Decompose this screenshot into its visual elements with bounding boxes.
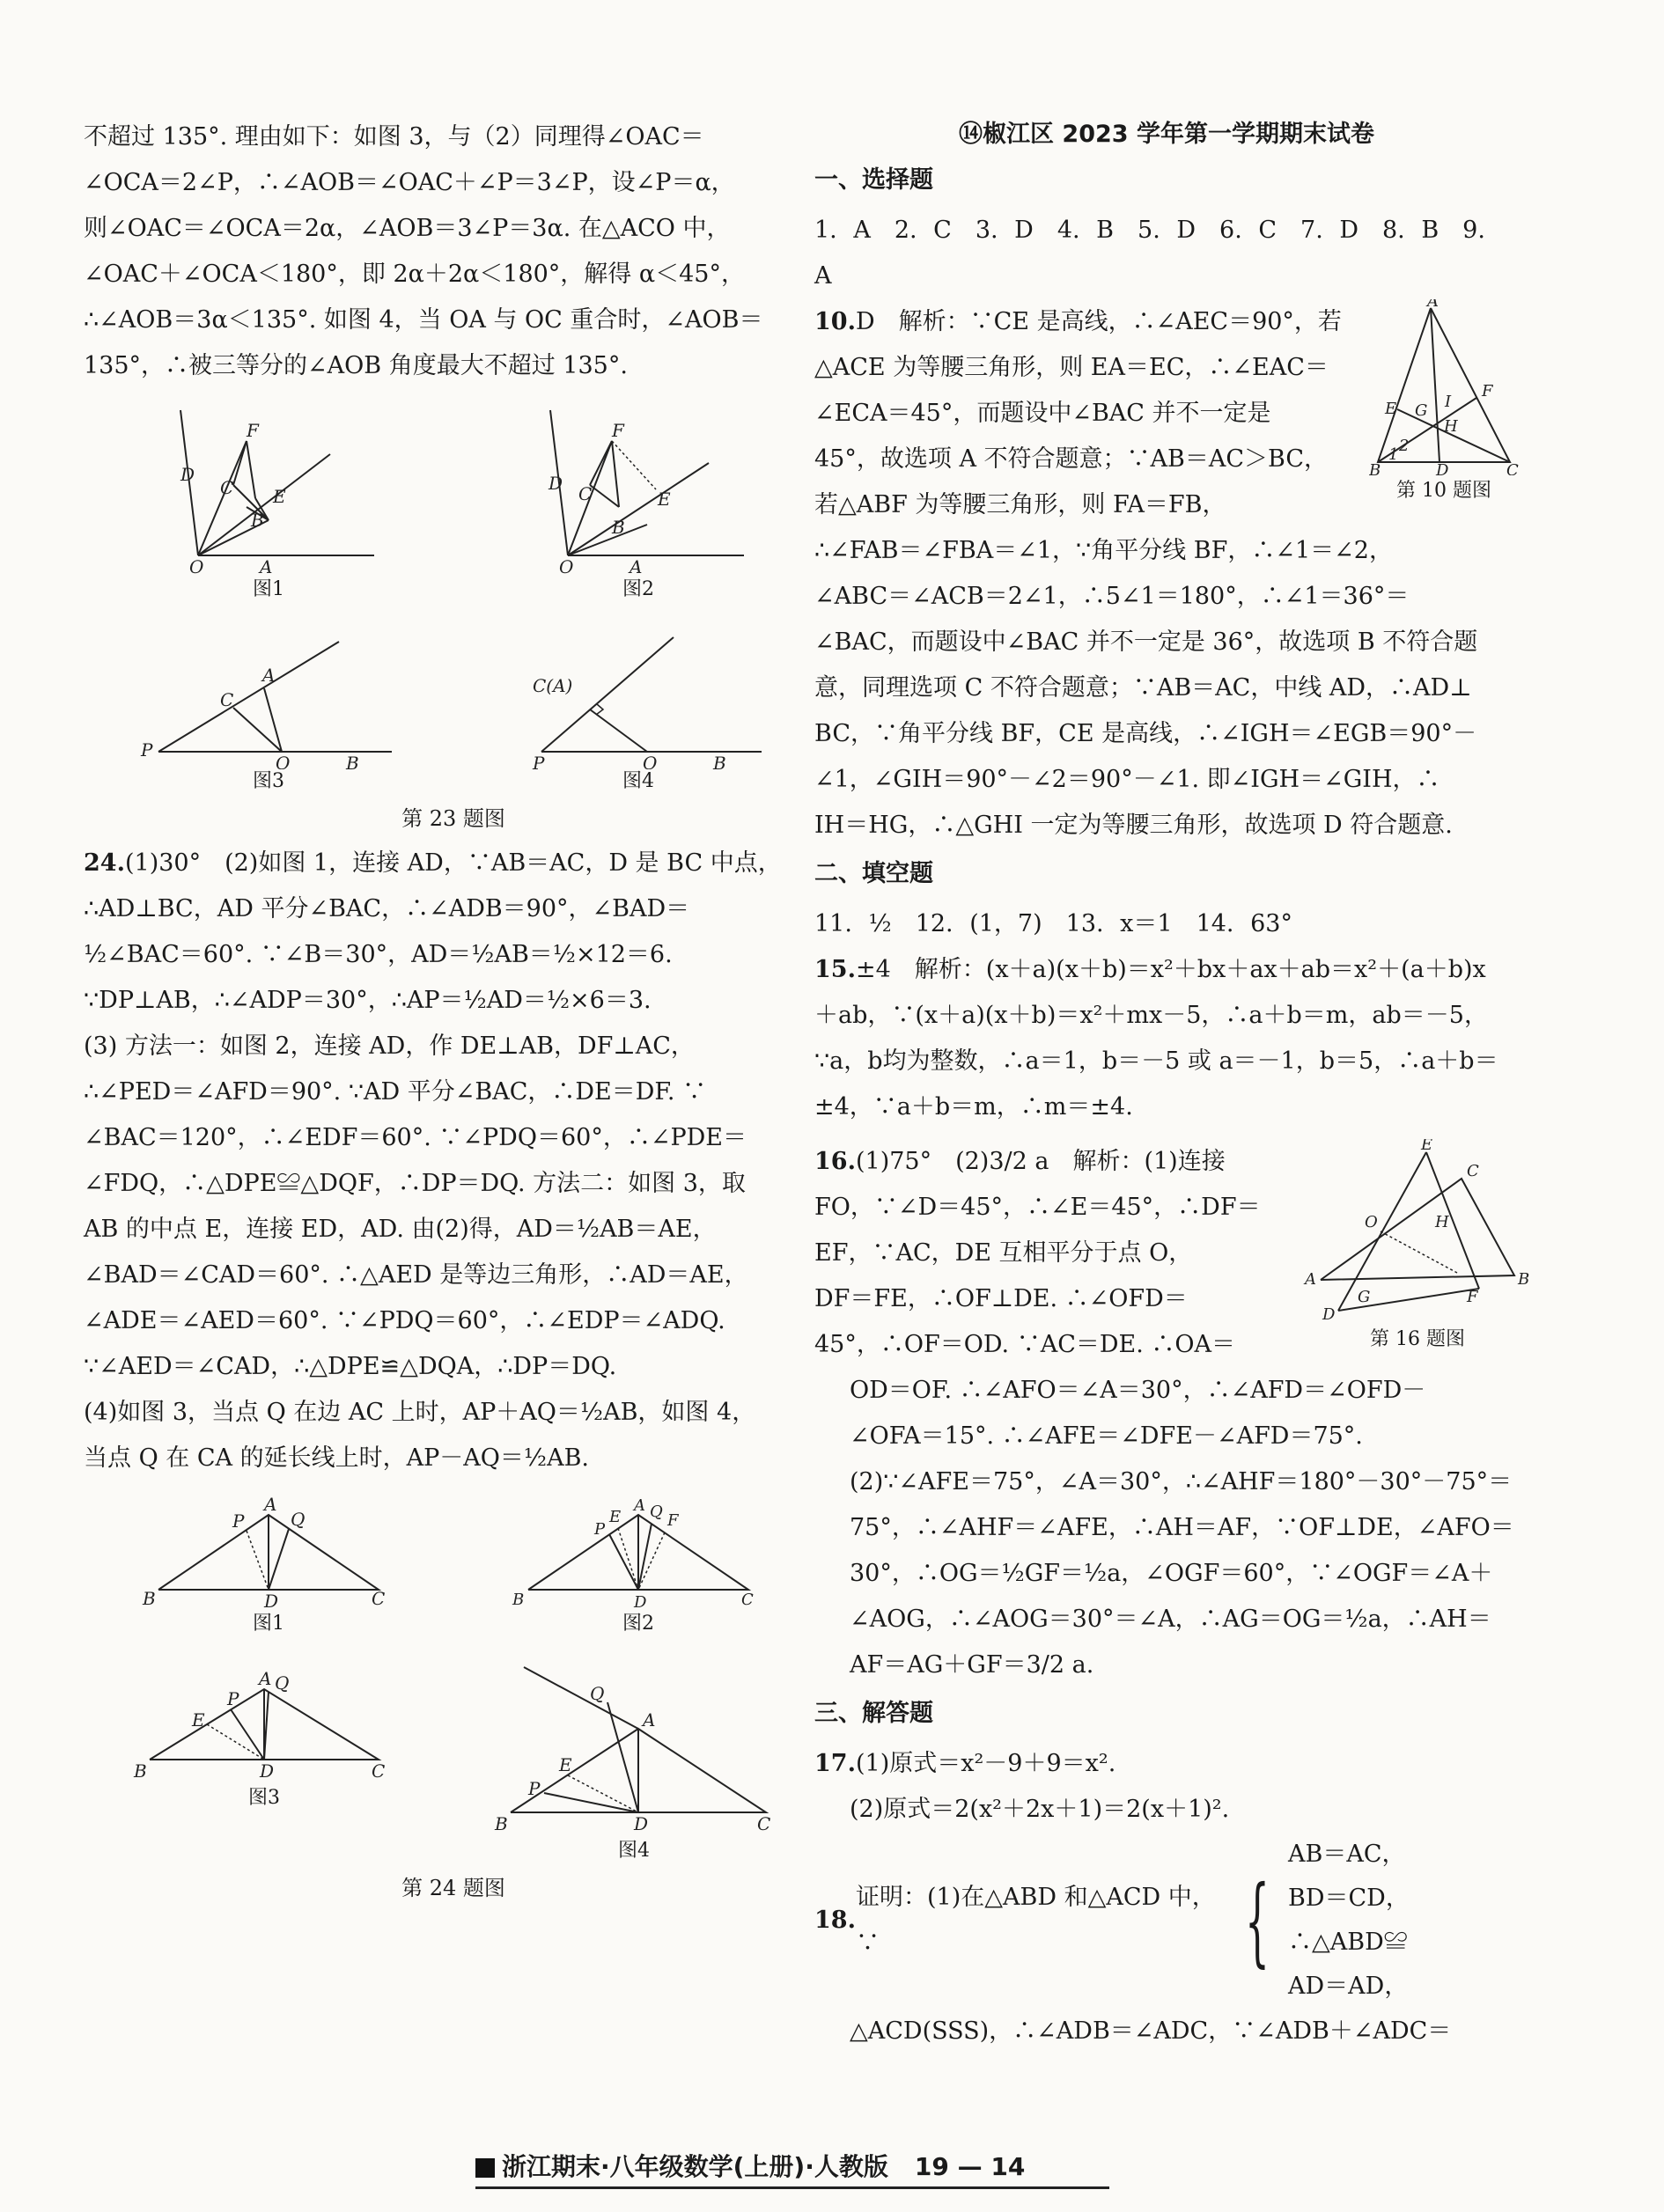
- fig24-4-diagram: [493, 1663, 775, 1839]
- label-CA: C(A): [533, 675, 573, 696]
- brace: {: [1245, 1864, 1270, 1977]
- q16-line: 45°，∴OF＝OD. ∵AC＝DE. ∴OA＝: [814, 1331, 1236, 1358]
- question-18: [814, 1833, 1519, 2054]
- q24-line: ∴AD⊥BC，AD 平分∠BAC，∴∠ADB＝90°，∠BAD＝: [84, 895, 690, 922]
- q17-number: 17.: [814, 1750, 856, 1777]
- q16-line: FO，∵∠D＝45°，∴∠E＝45°，∴DF＝: [814, 1194, 1261, 1221]
- q24-line: ∠BAD＝∠CAD＝60°. ∴△AED 是等边三角形，∴AD＝AE，: [84, 1261, 748, 1289]
- q15-line: ±4 解析：(x＋a)(x＋b)＝x²＋bx＋ax＋ab＝x²＋(a＋b)x: [855, 956, 1486, 983]
- fig23-caption: 第 23 题图: [401, 806, 505, 831]
- fig23-4-diagram: [506, 628, 770, 769]
- q10-line: ∠ECA＝45°，而题设中∠BAC 并不一定是: [814, 400, 1271, 427]
- fig24-4: [493, 1663, 775, 1863]
- q18-line: △ACD(SSS)，∴∠ADB＝∠ADC，∵∠ADB＋∠ADC＝: [850, 2017, 1452, 2045]
- q16-line: DF＝FE，∴OF⊥DE. ∴∠OFD＝: [814, 1285, 1188, 1312]
- q24-line: ∴∠PED＝∠AFD＝90°. ∵AD 平分∠BAC，∴DE＝DF. ∵: [84, 1078, 707, 1106]
- figure-24: [84, 1497, 823, 1901]
- q18-number: 18.: [814, 1907, 856, 1934]
- label-B: B: [1369, 461, 1381, 475]
- label-O: O: [559, 556, 574, 577]
- label-E: E: [1385, 400, 1397, 418]
- question-17: [814, 1741, 1519, 1833]
- q18-sys-line: BD＝CD，∴△ABD≌: [1288, 1885, 1410, 1956]
- q10-line: ∠BAC，而题设中∠BAC 并不一定是 36°，故选项 B 不符合题: [814, 628, 1478, 656]
- label-G: G: [1415, 401, 1428, 420]
- label-D: D: [634, 1593, 647, 1612]
- fig23-3: [136, 628, 401, 794]
- q18-sys-line: AB＝AC，: [1288, 1841, 1406, 1868]
- label-C: C: [372, 1760, 386, 1782]
- label-1: 1: [1388, 445, 1399, 464]
- q16-line: EF，∵AC，DE 互相平分于点 O，: [814, 1239, 1193, 1267]
- page-footer: [475, 2148, 1109, 2189]
- label-A: A: [634, 1497, 645, 1515]
- fig23-1-diagram: [154, 401, 383, 577]
- q10-line: 若△ABF 为等腰三角形，则 FA＝FB，: [814, 491, 1226, 518]
- label-Q: Q: [275, 1672, 290, 1694]
- q17-line: (1)原式＝x²－9＋9＝x².: [855, 1750, 1116, 1777]
- label-D: D: [264, 1591, 279, 1612]
- label-2: 2: [1399, 437, 1410, 455]
- q10-number: 10.: [814, 308, 856, 335]
- q10-line: D 解析：∵CE 是高线，∴∠AEC＝90°，若: [855, 308, 1342, 335]
- label-B: B: [251, 510, 264, 531]
- label-D: D: [260, 1760, 275, 1782]
- label-P: P: [232, 1510, 245, 1532]
- q17-line: (2)原式＝2(x²＋2x＋1)＝2(x＋1)².: [850, 1796, 1230, 1823]
- fig24-1-diagram: [141, 1497, 396, 1612]
- footer-text: 浙江期末·八年级数学(上册)·人教版: [502, 2152, 888, 2181]
- q16-line: OD＝OF. ∴∠AFO＝∠A＝30°，∴∠AFD＝∠OFD－: [850, 1377, 1426, 1404]
- label-P: P: [594, 1520, 606, 1539]
- q16-line: 30°，∴OG＝½GF＝½a，∠OGF＝60°，∵∠OGF＝∠A＋: [850, 1560, 1493, 1587]
- fig-caption: 图2: [622, 1613, 654, 1635]
- section-heading: 三、解答题: [814, 1700, 933, 1727]
- label-O: O: [276, 753, 291, 769]
- q24-line: (4)如图 3，当点 Q 在边 AC 上时，AP＋AQ＝½AB，如图 4，: [84, 1399, 756, 1426]
- page-number: 19 — 14: [914, 2152, 1026, 2181]
- mc-answers: 1. A 2. C 3. D 4. B 5. D 6. C 7. D 8. B 9. A: [814, 217, 1485, 290]
- label-E: E: [1421, 1139, 1433, 1154]
- q16-line: ∠OFA＝15°. ∴∠AFE＝∠DFE－∠AFD＝75°.: [850, 1422, 1363, 1450]
- fig24-2-diagram: [511, 1497, 766, 1612]
- label-Q: Q: [291, 1509, 306, 1530]
- label-F: F: [1467, 1288, 1478, 1306]
- q24-line: ∠FDQ，∴△DPE≌△DQF，∴DP＝DQ. 方法二：如图 3，取: [84, 1170, 746, 1197]
- label-C: C: [1467, 1162, 1479, 1180]
- label-Q: Q: [650, 1503, 663, 1521]
- label-B: B: [612, 517, 625, 538]
- label-P: P: [227, 1688, 239, 1709]
- q24-line: ∠ADE＝∠AED＝60°. ∵∠PDQ＝60°，∴∠EDP＝∠ADQ.: [84, 1307, 725, 1334]
- label-B: B: [1518, 1270, 1530, 1289]
- label-B: B: [346, 753, 359, 769]
- intro-line: ∠OAC＋∠OCA＜180°，即 2α＋2α＜180°，解得 α＜45°，: [84, 261, 745, 288]
- fig24-2: [511, 1497, 766, 1636]
- intro-line: ∠OCA＝2∠P，∴∠AOB＝∠OAC＋∠P＝3∠P，设∠P＝α，: [84, 169, 735, 196]
- fig-caption: 图4: [618, 1840, 650, 1862]
- q24-line: AB 的中点 E，连接 ED，AD. 由(2)得，AD＝½AB＝AE，: [84, 1216, 717, 1243]
- label-F: F: [247, 420, 259, 441]
- q24-number: 24.: [84, 849, 125, 877]
- label-A: A: [1427, 299, 1439, 311]
- label-H: H: [1444, 417, 1458, 436]
- right-column: [814, 114, 1530, 2054]
- q15-line: ±4，∵a＋b＝m，∴m＝±4.: [814, 1093, 1133, 1121]
- label-O: O: [189, 556, 204, 577]
- q16-line: (1)75° (2)3/2 a 解析：(1)连接: [855, 1148, 1226, 1175]
- label-D: D: [1436, 461, 1449, 475]
- label-I: I: [1445, 393, 1452, 411]
- fig10-caption: 第 10 题图: [1396, 480, 1491, 502]
- exam-title: ⑭椒江区 2023 学年第一学期期末试卷: [959, 121, 1374, 148]
- label-D: D: [634, 1813, 649, 1834]
- label-B: B: [143, 1588, 156, 1609]
- label-P: P: [528, 1778, 541, 1799]
- question-10: [814, 299, 1519, 849]
- label-A: A: [262, 665, 276, 686]
- label-C: C: [757, 1813, 771, 1834]
- fig-caption: 图1: [253, 578, 284, 600]
- fig23-2-diagram: [524, 401, 753, 577]
- fig10: [1360, 299, 1528, 503]
- label-G: G: [1358, 1288, 1371, 1306]
- label-C: C: [741, 1591, 754, 1609]
- question-16: [814, 1139, 1530, 1688]
- q16-line: (2)∵∠AFE＝75°，∠A＝30°，∴∠AHF＝180°－30°－75°＝: [850, 1468, 1513, 1495]
- fig23-2: [524, 401, 753, 602]
- label-C: C: [1506, 461, 1519, 475]
- label-F: F: [667, 1511, 679, 1530]
- q10-line: △ACE 为等腰三角形，则 EA＝EC，∴∠EAC＝: [814, 354, 1329, 381]
- fig-caption: 图1: [253, 1613, 284, 1635]
- intro-line: 则∠OAC＝∠OCA＝2α，∠AOB＝3∠P＝3α. 在△ACO 中，: [84, 215, 731, 242]
- label-E: E: [559, 1754, 572, 1775]
- fig16-diagram: [1303, 1139, 1532, 1324]
- q24-line: ∵∠AED＝∠CAD，∴△DPE≌△DQA，∴DP＝DQ.: [84, 1353, 617, 1380]
- q24-line: (1)30° (2)如图 1，连接 AD，∵AB＝AC，D 是 BC 中点，: [124, 849, 782, 877]
- label-O: O: [1365, 1213, 1378, 1231]
- label-C: C: [220, 477, 234, 498]
- label-P: P: [533, 753, 545, 769]
- label-A: A: [1305, 1270, 1316, 1289]
- footer-square-icon: [475, 2158, 495, 2178]
- q10-line: 意，同理选项 C 不符合题意；∵AB＝AC，中线 AD，∴AD⊥: [814, 674, 1472, 702]
- fig23-3-diagram: [136, 628, 401, 769]
- fig23-4: [506, 628, 770, 794]
- intro-line: 不超过 135°. 理由如下：如图 3，与（2）同理得∠OAC＝: [84, 123, 704, 151]
- fig-caption: 图3: [253, 770, 284, 792]
- label-A: A: [630, 556, 643, 577]
- q18-system: [1226, 1833, 1519, 2009]
- q24-line: (3) 方法一：如图 2，连接 AD，作 DE⊥AB，DF⊥AC，: [84, 1033, 695, 1060]
- q15-number: 15.: [814, 956, 856, 983]
- label-C: C: [578, 483, 593, 504]
- label-D: D: [1322, 1305, 1336, 1324]
- fig16-caption: 第 16 题图: [1370, 1328, 1465, 1350]
- fig24-caption: 第 24 题图: [401, 1876, 505, 1900]
- question-24: [84, 841, 823, 1481]
- fill-answers: 11. ½ 12. (1，7) 13. x＝1 14. 63°: [814, 910, 1292, 937]
- label-A: A: [259, 1668, 272, 1689]
- q24-line: 当点 Q 在 CA 的延长线上时，AP－AQ＝½AB.: [84, 1444, 590, 1472]
- fig10-diagram: [1369, 299, 1519, 475]
- q16-line: ∠AOG，∴∠AOG＝30°＝∠A，∴AG＝OG＝½a，∴AH＝: [850, 1606, 1491, 1633]
- label-C: C: [220, 689, 234, 710]
- q24-line: ∵DP⊥AB，∴∠ADP＝30°，∴AP＝½AD＝½×6＝3.: [84, 987, 652, 1014]
- q10-line: ∠ABC＝∠ACB＝2∠1，∴5∠1＝180°，∴∠1＝36°＝: [814, 583, 1410, 610]
- fig24-1: [141, 1497, 396, 1636]
- label-E: E: [192, 1709, 205, 1731]
- fig-caption: 图2: [622, 578, 654, 600]
- label-Q: Q: [590, 1683, 605, 1704]
- left-column: [84, 114, 823, 1910]
- q24-line: ½∠BAC＝60°. ∵∠B＝30°，AD＝½AB＝½×12＝6.: [84, 941, 673, 968]
- label-O: O: [643, 753, 658, 769]
- q10-line: ∴∠FAB＝∠FBA＝∠1，∵角平分线 BF，∴∠1＝∠2，: [814, 537, 1393, 564]
- figure-23: [84, 401, 823, 832]
- q15-line: ∵a，b均为整数，∴a＝1，b＝－5 或 a＝－1，b＝5，∴a＋b＝: [814, 1047, 1498, 1075]
- label-A: A: [264, 1497, 277, 1515]
- question-15: [814, 947, 1519, 1130]
- label-E: E: [609, 1508, 622, 1526]
- q24-line: ∠BAC＝120°，∴∠EDF＝60°. ∵∠PDQ＝60°，∴∠PDE＝: [84, 1124, 747, 1151]
- q18-pre: 证明：(1)在△ABD 和△ACD 中，∵: [855, 1884, 1216, 1957]
- intro-line: 135°，∴被三等分的∠AOB 角度最大不超过 135°.: [84, 352, 628, 379]
- label-D: D: [180, 464, 195, 485]
- label-B: B: [713, 753, 726, 769]
- label-E: E: [273, 486, 286, 507]
- label-H: H: [1435, 1213, 1449, 1231]
- fig-caption: 图3: [248, 1787, 280, 1809]
- q16-number: 16.: [814, 1148, 856, 1175]
- q10-line: IH＝HG，∴△GHI 一定为等腰三角形，故选项 D 符合题意.: [814, 812, 1453, 839]
- section-heading: 二、填空题: [814, 860, 933, 887]
- label-C: C: [372, 1588, 386, 1609]
- label-F: F: [612, 420, 624, 441]
- q10-line: BC，∵角平分线 BF，CE 是高线，∴∠IGH＝∠EGB＝90°－: [814, 720, 1477, 747]
- fig23-1: [154, 401, 383, 602]
- fig24-3: [132, 1663, 396, 1811]
- q15-line: ＋ab，∵(x＋a)(x＋b)＝x²＋mx－5，∴a＋b＝m，ab＝－5，: [814, 1002, 1488, 1029]
- label-B: B: [495, 1813, 508, 1834]
- label-A: A: [260, 556, 273, 577]
- q16-line: AF＝AG＋GF＝3/2 a.: [850, 1651, 1094, 1679]
- fig-caption: 图4: [622, 770, 654, 792]
- fig24-3-diagram: [132, 1663, 396, 1786]
- section-heading: 一、选择题: [814, 166, 933, 194]
- label-E: E: [658, 489, 671, 510]
- label-B: B: [512, 1591, 525, 1609]
- q18-sys-line: AD＝AD，: [1288, 1973, 1409, 2000]
- label-D: D: [549, 473, 563, 494]
- q10-line: 45°，故选项 A 不符合题意；∵AB＝AC＞BC，: [814, 445, 1329, 473]
- intro-line: ∴∠AOB＝3α＜135°. 如图 4，当 OA 与 OC 重合时，∠AOB＝: [84, 306, 763, 334]
- label-A: A: [643, 1709, 656, 1731]
- fig16: [1299, 1139, 1536, 1352]
- label-B: B: [134, 1760, 147, 1782]
- q10-line: ∠1，∠GIH＝90°－∠2＝90°－∠1. 即∠IGH＝∠GIH，∴: [814, 766, 1440, 793]
- q16-line: 75°，∴∠AHF＝∠AFE，∴AH＝AF，∵OF⊥DE，∠AFO＝: [850, 1514, 1514, 1541]
- label-P: P: [141, 739, 153, 761]
- label-F: F: [1482, 382, 1493, 401]
